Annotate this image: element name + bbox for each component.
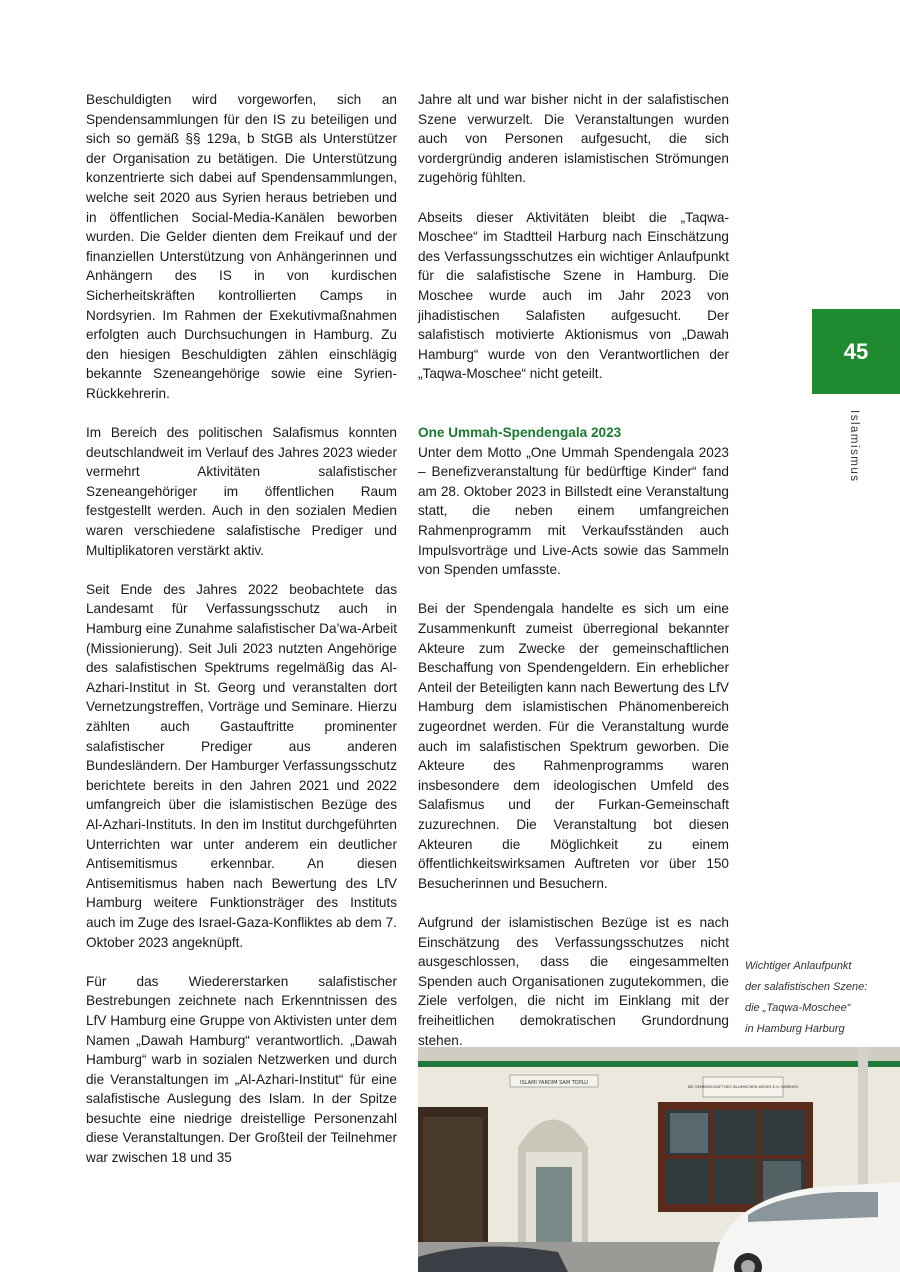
- paragraph: Bei der Spendengala handelte es sich um eine Zusammenkunft zumeist überregional bekannter Akteure zum Zwecke der gemeinschaftlichen Beschaffung von Spendengeldern. Ein erheblicher Anteil der Beteiligten kann nach Bewertung des LfV Hamburg dem islamistischen Phänomenbereich zugeordnet werden. Für die Veranstaltung wurde auch im salafistischen Spektrum geworben. Die Akteure des Rahmenprogramms waren insbesondere dem ideologischen Umfeld des Salafismus und der Furkan-Gemeinschaft zuzurechnen. Die Veranstaltung bot diesen Akteuren die Möglichkeit zu einem öffentlichkeitswirksamen Auftreten vor über 150 Besucherinnen und Besuchern.: [418, 601, 729, 891]
- paragraph: Abseits dieser Aktivitäten bleibt die „Taqwa-Moschee“ im Stadtteil Harburg nach Einschätzung des Verfassungsschutzes ein wichtiger Anlaufpunkt für die salafistische Szene in Hamburg. Die Moschee wurde auch im Jahr 2023 von jihadistischen Salafisten aufgesucht. Der salafistisch motivierte Aktionismus von „Dawah Hamburg“ wurde von den Verantwortlichen der „Taqwa-Moschee“ nicht geteilt.: [418, 209, 729, 382]
- caption-line: in Hamburg Harburg: [745, 1023, 845, 1035]
- caption-line: der salafistischen Szene:: [745, 981, 868, 993]
- paragraph: Jahre alt und war bisher nicht in der salafistischen Szene verwurzelt. Die Veranstaltungen wurden auch von Personen aufgesucht, die sich vordergründig anderen islamistischen Strömungen zugehörig fühlten.: [418, 92, 729, 186]
- sign-text-right: DIE GEMEINSCHAFT DES ISLAMISCHEN WEGES E.V. HARBURG: [687, 1085, 799, 1089]
- paragraph: Aufgrund der islamistischen Bezüge ist es nach Einschätzung des Verfassungsschutzes nicht ausgeschlossen, dass die eingesammelten Spenden auch Organisationen zugutekommen, die Ziele verfolgen, die nicht im Einklang mit der freiheitlichen demokratischen Grundordnung stehen.: [418, 914, 729, 1048]
- section-heading: One Ummah-Spendengala 2023: [418, 425, 622, 441]
- caption-line: die „Taqwa-Moschee“: [745, 1002, 851, 1014]
- right-text-column: [418, 90, 729, 1070]
- paragraph: Im Bereich des politischen Salafismus konnten deutschlandweit im Verlauf des Jahres 2023 wieder vermehrt Aktivitäten salafistischer Szeneangehöriger im öffentlichen Raum festgestellt werden. Auch in den sozialen Medien waren verschiedene salafistische Prediger und Multiplikatoren verstärkt aktiv.: [86, 425, 397, 558]
- paragraph: Für das Wiedererstarken salafistischer Bestrebungen zeichnete nach Erkenntnissen des LfV Hamburg eine Gruppe von Aktivisten unter dem Namen „Dawah Hamburg“ verantwortlich. „Dawah Hamburg“ warb in sozialen Netzwerken und durch die Veranstaltungen im „Al-Azhari-Institut“ für eine salafistische Auslegung des Islam. In der Spitze besuchte eine niedrige dreistellige Personenzahl diese Veranstaltungen. Der Großteil der Teilnehmer war zwischen 18 und 35: [86, 973, 397, 1166]
- paragraph: Unter dem Motto „One Ummah Spendengala 2023 – Benefizveranstaltung für bedürftige Kinder“ fand am 28. Oktober 2023 in Billstedt eine Veranstaltung statt, die neben einem umfangreichen Rahmenprogramm mit Verkaufsständen auch Impulsvorträge und Live-Acts sowie das Sammeln von Spenden umfasste.: [418, 444, 729, 578]
- caption-line: Wichtiger Anlaufpunkt: [745, 960, 852, 972]
- paragraph: Beschuldigten wird vorgeworfen, sich an Spendensammlungen für den IS zu beteiligen und sich so gemäß §§ 129a, b StGB als Unterstützer der Organisation zu betätigen. Die Unterstützung konzentrierte sich dabei auf Spendensammlungen, welche seit 2020 aus Syrien heraus betrieben und in öffentlichen Social-Media-Kanälen beworben wurden. Die Gelder dienten dem Freikauf und der finanziellen Unterstützung von Anhängerinnen und Anhängern des IS in von kurdischen Sicherheitskräften kontrollierten Camps in Nordsyrien. Im Rahmen der Exekutivmaßnahmen erfolgten auch Durchsuchungen in Hamburg. Zu den hiesigen Beschuldigten zählen einschlägig bekannte Szeneangehörige sowie eine Syrien-Rückkehrerin.: [86, 92, 397, 401]
- photo-caption: [745, 956, 885, 1040]
- section-label: Islamismus: [848, 410, 860, 483]
- paragraph: Seit Ende des Jahres 2022 beobachtete das Landesamt für Verfassungsschutz auch in Hamburg eine Zunahme salafistischer Da’wa-Arbeit (Missionierung). Seit Juli 2023 nutzten Angehörige des salafistischen Spektrums regelmäßig das Al-Azhari-Institut in St. Georg und veranstalten dort Vernetzungstreffen, Vorträge und Seminare. Hierzu zählten auch Gastauftritte prominenter salafistischer Prediger aus anderen Bundesländern. Der Hamburger Verfassungsschutz berichtete bereits in den Jahren 2021 und 2022 umfangreich über die islamistischen Bezüge des Al-Azhari-Instituts. In den im Institut durchgeführten Unterrichten war unter anderem ein deutlicher Antisemitismus erkennbar. An diesen Antisemitismus haben nach Bewertung des LfV Hamburg weitere Funktionsträger des Instituts auch im Zuge des Israel-Gaza-Konfliktes ab dem 7. Oktober 2023 angeknüpft.: [86, 581, 397, 950]
- sign-text-left: ISLAMI YARDIM SAM TOPLU: [520, 1080, 588, 1086]
- page-number-badge: [812, 309, 900, 394]
- mosque-photo: [418, 1047, 900, 1272]
- left-text-column: [86, 90, 397, 1187]
- page-number: 45: [843, 338, 869, 364]
